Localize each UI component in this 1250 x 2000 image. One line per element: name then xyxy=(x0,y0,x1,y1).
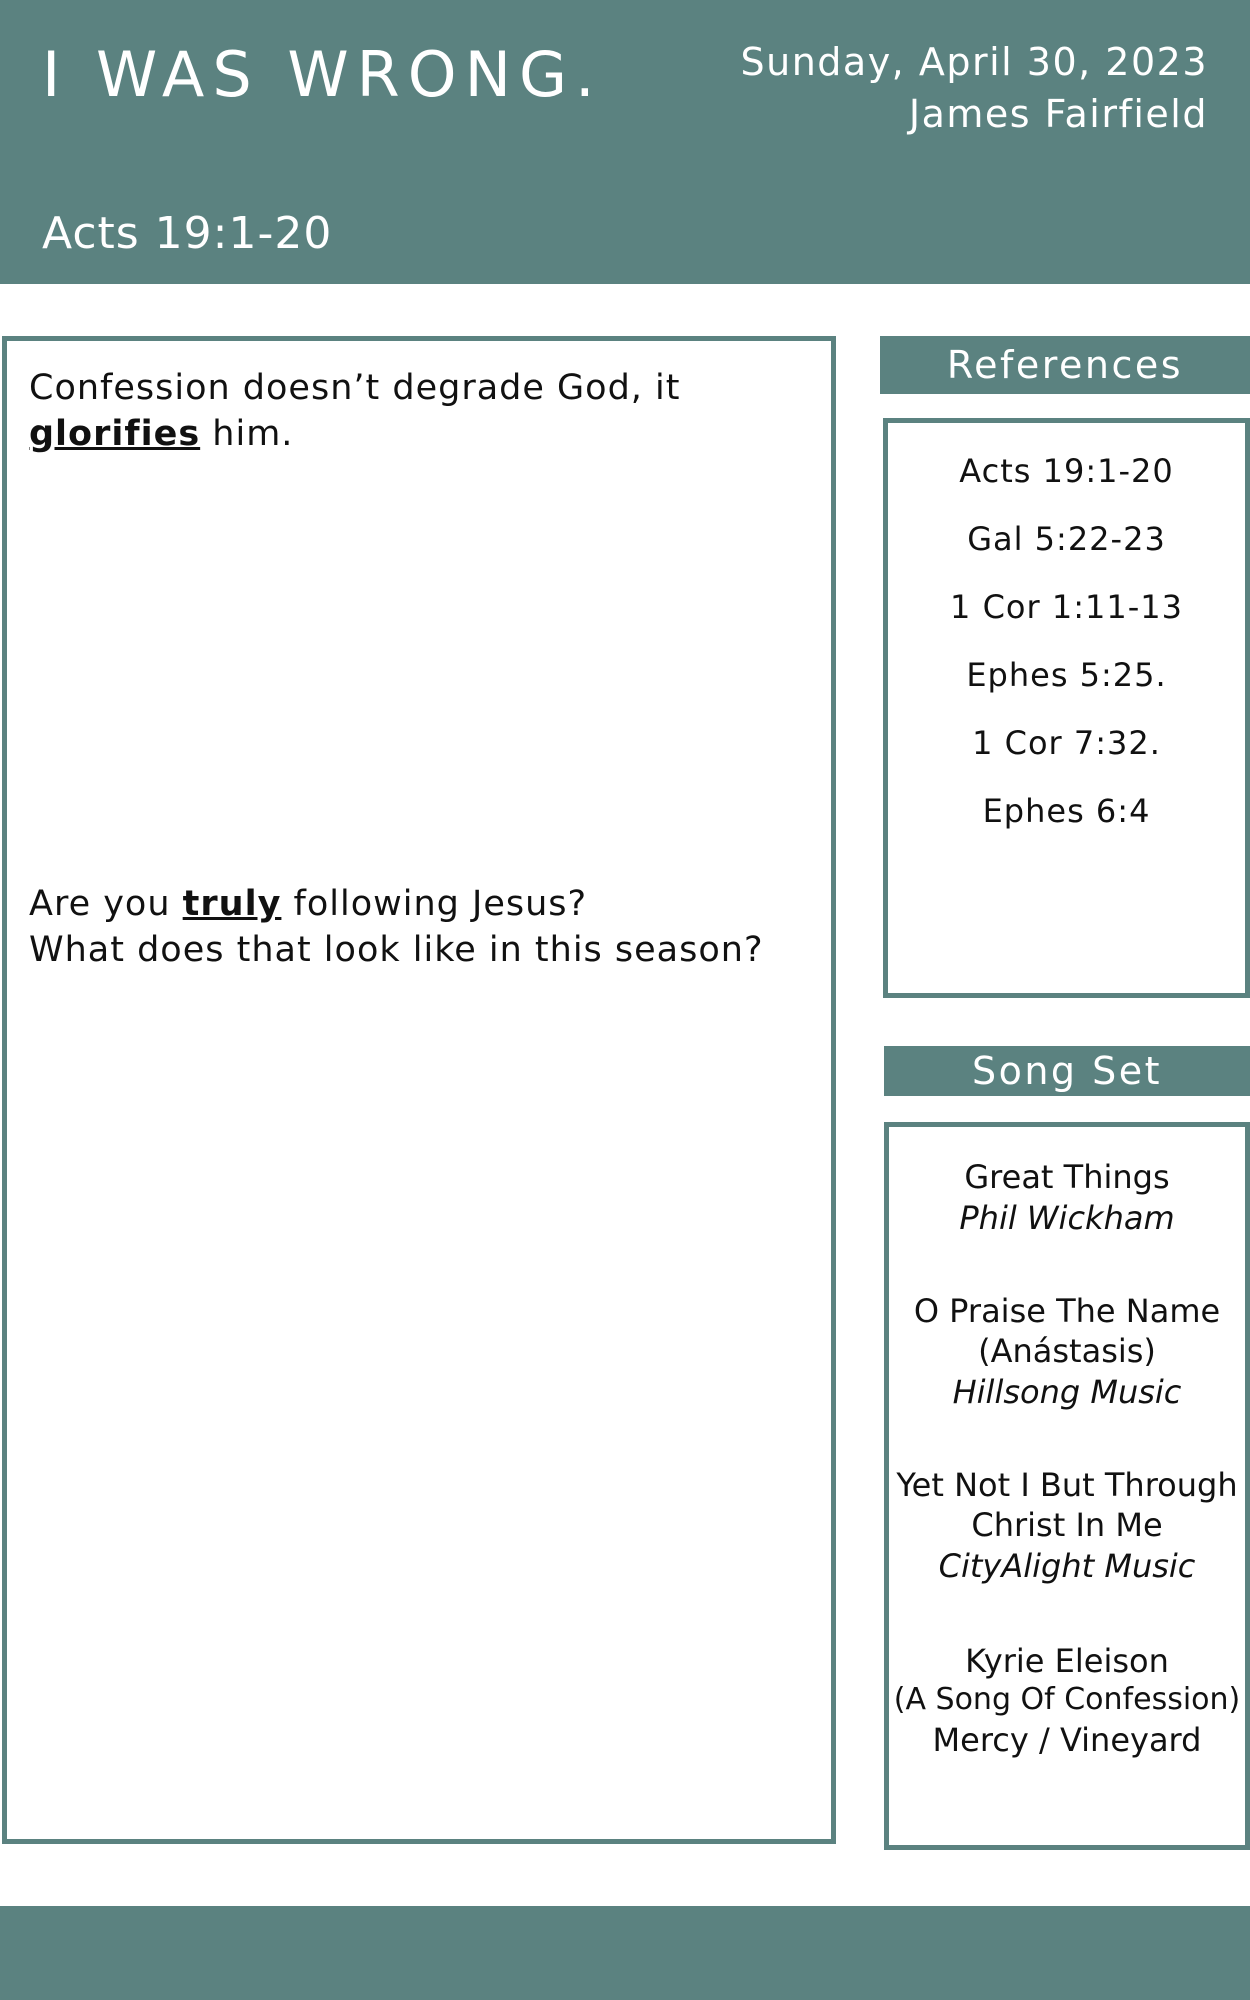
reference-item: Ephes 5:25. xyxy=(966,656,1167,694)
song-item xyxy=(889,1641,1245,1761)
note-confession-tail: him. xyxy=(200,414,294,454)
reference-item: Ephes 6:4 xyxy=(982,792,1151,830)
song-title: Yet Not I But Through xyxy=(896,1466,1238,1504)
song-title-continued: Christ In Me xyxy=(971,1506,1163,1544)
sermon-meta xyxy=(741,36,1209,140)
song-subtitle: (Anástasis) xyxy=(978,1332,1156,1370)
header-banner xyxy=(0,0,1250,284)
note-following-start: Are you xyxy=(29,884,183,924)
references-panel xyxy=(883,418,1250,998)
sermon-date: Sunday, April 30, 2023 xyxy=(740,40,1208,84)
song-set-heading: Song Set xyxy=(884,1046,1250,1096)
references-heading: References xyxy=(880,336,1250,394)
speaker-name: James Fairfield xyxy=(908,92,1208,136)
song-set-panel xyxy=(884,1122,1250,1850)
scripture-reference: Acts 19:1-20 xyxy=(42,208,333,259)
reference-item: Gal 5:22-23 xyxy=(967,520,1166,558)
reference-item: 1 Cor 1:11-13 xyxy=(950,588,1183,626)
note-following-emphasis: truly xyxy=(182,884,282,924)
note-confession xyxy=(29,365,681,457)
reference-item: 1 Cor 7:32. xyxy=(972,724,1161,762)
song-item xyxy=(889,1465,1245,1587)
song-subtitle: (A Song Of Confession) xyxy=(893,1682,1241,1717)
song-item xyxy=(889,1291,1245,1413)
note-following xyxy=(29,881,764,973)
sermon-title: I WAS WRONG. xyxy=(42,38,603,111)
note-confession-emphasis: glorifies xyxy=(29,414,201,454)
song-item xyxy=(889,1157,1245,1239)
footer-banner xyxy=(0,1906,1250,2000)
song-artist: CityAlight Music xyxy=(938,1547,1196,1585)
song-title: Great Things xyxy=(964,1158,1170,1196)
reference-item: Acts 19:1-20 xyxy=(959,452,1174,490)
song-artist: Mercy / Vineyard xyxy=(932,1721,1202,1759)
note-following-line2: What does that look like in this season? xyxy=(29,930,764,970)
song-artist: Phil Wickham xyxy=(959,1199,1175,1237)
song-artist: Hillsong Music xyxy=(952,1373,1182,1411)
references-list xyxy=(888,451,1245,859)
notes-panel xyxy=(2,336,836,1844)
note-confession-line1: Confession doesn’t degrade God, it xyxy=(29,368,681,408)
note-following-tail: following Jesus? xyxy=(281,884,588,924)
song-title: O Praise The Name xyxy=(913,1292,1221,1330)
song-title: Kyrie Eleison xyxy=(965,1642,1169,1680)
